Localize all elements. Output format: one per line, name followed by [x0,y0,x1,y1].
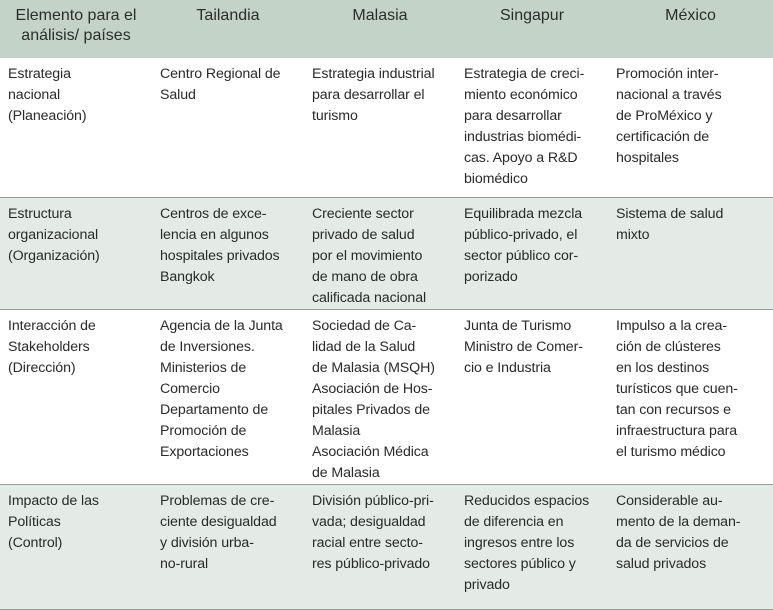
header-mexico: México [608,0,773,58]
cell-mexico: Sistema de salud mixto [608,197,773,309]
cell-malasia: Sociedad de Ca- lidad de la Salud de Malasia (MSQH) Asociación de Hos- pitales Privados de Malasia Asociación Médica de Malasia [312,317,435,481]
cell-tailandia: Agencia de la Junta de Inversiones. Ministerios de Comercio Departamento de Promoción de Exportaciones [160,317,283,460]
header-singapur: Singapur [456,0,608,58]
cell-tailandia: Centros de exce- lencia en algunos hospitales privados Bangkok [152,197,304,309]
cell-mexico: Impulso a la crea- ción de clústeres en los destinos turísticos que cuen- tan con recursos e infraestructura para el turismo médico [616,317,738,460]
row-label: Interacción de Stakeholders (Dirección) [8,317,96,376]
header-element-analysis: Elemento para el análisis/ países [0,0,152,58]
cell-singapur: Reducidos espacios de diferencia en ingresos entre los sectores público y privado [456,484,608,609]
row-label: Impacto de las Políticas (Control) [0,484,152,609]
table-body [0,58,773,609]
cell-singapur: Estrategia de creci- miento económico para desarrollar industrias biomédi- cas. Apoyo a R&D biomédico [464,66,585,187]
header-malasia: Malasia [304,0,456,58]
cell-malasia: Estrategia industrial para desarrollar el turismo [312,66,435,124]
cell-singapur: Junta de Turismo Ministro de Comer- cio e Industria [464,317,583,376]
cell-malasia: Creciente sector privado de salud por el movimiento de mano de obra calificada nacional [304,197,456,309]
row-label: Estructura organizacional (Organización) [0,197,152,309]
cell-singapur: Equilibrada mezcla público-privado, el sector público cor- porizado [456,197,608,309]
table-row-estructura [0,197,773,309]
row-label: Estrategia nacional (Planeación) [8,66,87,124]
cell-tailandia: Centro Regional de Salud [160,66,281,103]
table-row-estrategia [0,58,773,197]
cell-mexico: Considerable au- mento de la deman- da de servicios de salud privados [608,484,773,609]
header-tailandia: Tailandia [152,0,304,58]
cell-tailandia: Problemas de cre- ciente desigualdad y división urba- no-rural [152,484,304,609]
cell-malasia: División público-pri- vada; desigualdad racial entre secto- res público-privado [304,484,456,609]
table-row-interaccion [0,309,773,484]
table-row-impacto [0,484,773,609]
header-row [0,0,773,58]
table-header [0,0,773,58]
cell-mexico: Promoción inter- nacional a través de ProMéxico y certificación de hospitales [616,66,722,166]
